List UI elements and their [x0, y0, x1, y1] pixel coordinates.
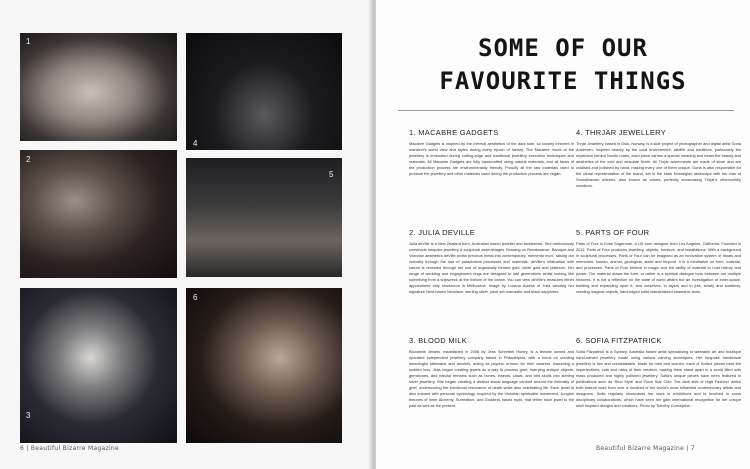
photo-number: 4 [193, 139, 198, 148]
title-divider [398, 110, 734, 111]
photo-2 [20, 150, 177, 278]
section-julia-deville [409, 228, 574, 295]
photo-5 [186, 158, 342, 277]
section-body: Julia deVille is a New Zealand born, Australian based jeweller and taxidermist. She meticulously constructs bespoke jewellery & sculptural assemblages. Drawing on Renaissance, Baroque and Victorian aesthetics deVille works precious metal into contemporary 'memento mori', raising our curiosity through the use of paradoxical processes and materials. deVille's infatuation with nature is revealed through her use of organically formed gold, white gold and platinum. Her range of wedding and engagement rings are designed to last generations whilst looking like something from a shipwreck at the bottom of the ocean. You can view deVille's treasures either appointment only showroom in Melbourne. Image by Lucena Adams of Julia wearing her signature Nest-haven Necklace: sterling silver, pavé set marcasite and black sapphires. [409, 241, 575, 294]
photo-number: 5 [329, 170, 334, 179]
photo-6 [186, 288, 342, 443]
photo-number: 2 [26, 155, 31, 164]
left-page [0, 0, 372, 469]
left-page-footer: 6 | Beautiful Bizarre Magazine [20, 445, 120, 452]
photo-4 [186, 33, 342, 150]
title-line-1: SOME OF OUR [478, 34, 648, 62]
photo-3 [20, 288, 177, 443]
section-macabre-gadgets [409, 128, 574, 177]
photo-number: 6 [193, 293, 198, 302]
right-page-footer: Beautiful Bizarre Magazine | 7 [596, 445, 696, 452]
section-parts-of-four [576, 228, 741, 295]
section-body: Parts of Four is Evan Sugerman, a US born designer from Los Angeles, California. Founded in 2011, Parts of Four produces jewellery, objects, furniture, and installations. With a background in sculptural processes, Parts of Four can be imagined as an innovation system of rituals and memories: human, animal, geological, static and beyond. It is a meditation on form, material, and processes. Parts of Four believe in magic and the ability of material to hold history and power. The material draws the form, or rather is a spiritual dialogue born between our multiple histories. It is not a reflection on the state of world affairs but an investigation of inner-space, building and expanding upon it, and ourselves, in layers and in juts, slowly and suddenly, creating magical objects, hard-edged solid industrialized shamanic-tools. [576, 241, 741, 294]
section-sofia-fitzpatrick [576, 336, 741, 409]
section-heading: 4. THRJAR JEWELLERY [576, 128, 667, 137]
section-heading: 3. BLOOD MILK [409, 336, 468, 345]
section-heading: 5. PARTS OF FOUR [576, 228, 650, 237]
section-heading: 6. SOFIA FITZPATRICK [576, 336, 662, 345]
section-body: Sofia Fitzpatrick is a Sydney, Australia based artist specialising in wearable art and boutique hand-carved jewellery made using various carving techniques. Her bespoke handmade jewellery is hex and unmistakable. Made for men and women, each of Sofia's pieces bear the imperfections, cuts and nicks of their creation, making them stand apart in a world filled with mass produced and highly polished jewellery. Sofia's unique pieces have been featured in publications such as 'Stud Style' and 'Rock Star Chic: The dark side of High Fashion' which both feature work from over a hundred of the world's most influential contemporary artists and designers. Sofia regularly showcases her work in exhibitions and is involved in cross disciplinary collaborations, which have seen her gain international recognition for her unique skull inspired designs and creations. Photo by Timothy Conception [576, 349, 741, 408]
section-thrjar-jewellery [576, 128, 741, 189]
photo-number: 3 [26, 411, 31, 420]
section-heading: 1. MACABRE GADGETS [409, 128, 499, 137]
section-heading: 2. JULIA DEVILLE [409, 228, 476, 237]
section-body: Thrjár Jewellery, based in Oslo, Norway, is a side project of photographer and digital artist Gorla Andersen. Inspired heavily by the local environment, wildlife and traditions, particularly the mysticism behind Nordic runes, each piece carries a special meaning and bears the beauty and aesthetics of the cold and desolate North. All Thrjár adornments are made of silver and are oxidised and polished by hand, making every one of them unique. Gorla is also responsible for the visual representation of the brand, set in the stark Norwegian landscape with her clan of Scandinavian witches, also known as voices, perfectly showcasing Thrjár's otherworldly creations. [576, 141, 741, 188]
section-blood-milk [409, 336, 574, 409]
section-body: Macabre Gadgets is inspired by the infernal aesthetics of the dark side, so closely inherent in mankind's world view and styles during every epoch of history. The Macabre mood of the jewellery is embodied during cutting-edge and traditional jewellery execution techniques and materials. All Macabre Gadgets are fully handcrafted using natural materials, and all faces of the production process are environmentally friendly. Proudly all the raw materials used to produce the jewellery and other materials used during the production process are vegan. [409, 141, 574, 176]
photo-number: 1 [26, 37, 31, 46]
photo-1 [20, 33, 177, 141]
title-line-2: FAVOURITE THINGS [439, 67, 687, 95]
page-title [376, 32, 750, 98]
section-body: Bloodmilk Jewels, established in 2008 by Jess Schreibel Hurley, is a female owned and operated independent jewellery company based in Philadelphia, with a focus on creating meaningful talismans and amulets, acting as psychic armour for their wearers. Assuming a sudden loss, Jess began creating jewels as a way to process grief, marrying antique objects, gemstones, and natural remains such as bones, insects, claws, and bird skulls into sterling silver jewellery. She began creating a distinct visual language centred around the liminality of grief, underscoring the emotional resonance of death while also celebrating life. Each jewel is also imbued with personal symbology, inspired by the Victorian spiritualist movement, Jungian theories of inner Alchemy, Surrealism, and Goddess based myth, that tether each jewel to the past as well as the present. [409, 349, 574, 408]
